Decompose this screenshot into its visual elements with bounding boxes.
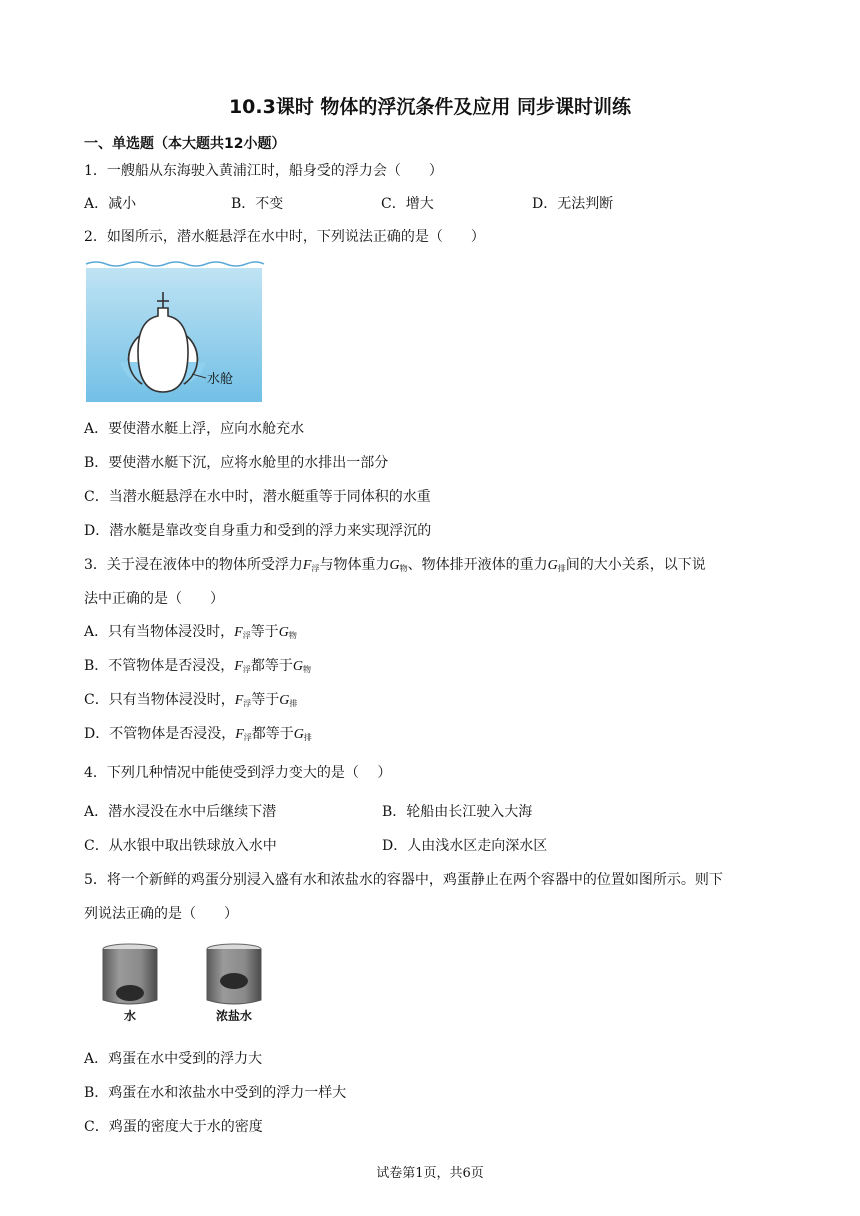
q3-stem-line2: 法中正确的是（ ） bbox=[84, 591, 224, 607]
q3-stem: 3．关于浸在液体中的物体所受浮力$F_浮$与物体重力$G_物$、物体排开液体的重力$G_排$间的大小关系，以下说 bbox=[84, 557, 706, 573]
q5-stem: 5．将一个新鲜的鸡蛋分别浸入盛有水和浓盐水的容器中，鸡蛋静止在两个容器中的位置如图所示。则下 bbox=[84, 872, 723, 888]
q4-option-d: D．人由浅水区走向深水区 bbox=[382, 838, 548, 854]
beaker-water bbox=[103, 944, 157, 1004]
page-footer: 试卷第1页，共6页 bbox=[376, 1166, 484, 1181]
q5-option-b: B．鸡蛋在水和浓盐水中受到的浮力一样大 bbox=[84, 1085, 347, 1101]
q1-option-a: A．减小 bbox=[84, 196, 137, 212]
q5-option-a: A．鸡蛋在水中受到的浮力大 bbox=[84, 1051, 263, 1067]
page-title: 10.3课时 物体的浮沉条件及应用 同步课时训练 bbox=[228, 96, 632, 118]
tank-label: 水舱 bbox=[207, 372, 234, 387]
q3-option-c: C．只有当物体浸没时，$F_浮$等于$G_排$ bbox=[84, 692, 298, 708]
q2-option-a: A．要使潜水艇上浮，应向水舱充水 bbox=[84, 421, 305, 437]
q2-stem: 2．如图所示，潜水艇悬浮在水中时，下列说法正确的是（ ） bbox=[84, 229, 485, 245]
q5-option-c: C．鸡蛋的密度大于水的密度 bbox=[84, 1119, 263, 1135]
q1-stem: 1．一艘船从东海驶入黄浦江时，船身受的浮力会（ ） bbox=[84, 163, 443, 179]
q3-option-a: A．只有当物体浸没时，$F_浮$等于$G_物$ bbox=[84, 624, 297, 640]
q1-option-d: D．无法判断 bbox=[532, 196, 614, 212]
beaker-label-brine: 浓盐水 bbox=[215, 1009, 253, 1022]
q4-option-b: B．轮船由长江驶入大海 bbox=[382, 804, 533, 820]
egg-beakers-figure bbox=[94, 940, 274, 1022]
q1-option-b: B．不变 bbox=[231, 196, 284, 212]
q5-stem-line2: 列说法正确的是（ ） bbox=[84, 906, 238, 922]
q4-option-c: C．从水银中取出铁球放入水中 bbox=[84, 838, 277, 854]
q2-option-d: D．潜水艇是靠改变自身重力和受到的浮力来实现浮沉的 bbox=[84, 523, 432, 539]
q4-stem: 4．下列几种情况中能使受到浮力变大的是（ ） bbox=[84, 765, 392, 781]
submarine-figure bbox=[84, 256, 266, 406]
q3-option-d: D．不管物体是否浸没，$F_浮$都等于$G_排$ bbox=[84, 726, 312, 742]
q1-option-c: C．增大 bbox=[381, 196, 434, 212]
q4-option-a: A．潜水浸没在水中后继续下潜 bbox=[84, 804, 277, 820]
q2-option-b: B．要使潜水艇下沉，应将水舱里的水排出一部分 bbox=[84, 455, 389, 471]
beaker-brine bbox=[207, 944, 261, 1004]
beaker-label-water: 水 bbox=[123, 1009, 137, 1022]
q3-option-b: B．不管物体是否浸没，$F_浮$都等于$G_物$ bbox=[84, 658, 311, 674]
section-heading: 一、单选题（本大题共12小题） bbox=[84, 136, 286, 152]
q2-option-c: C．当潜水艇悬浮在水中时，潜水艇重等于同体积的水重 bbox=[84, 489, 431, 505]
